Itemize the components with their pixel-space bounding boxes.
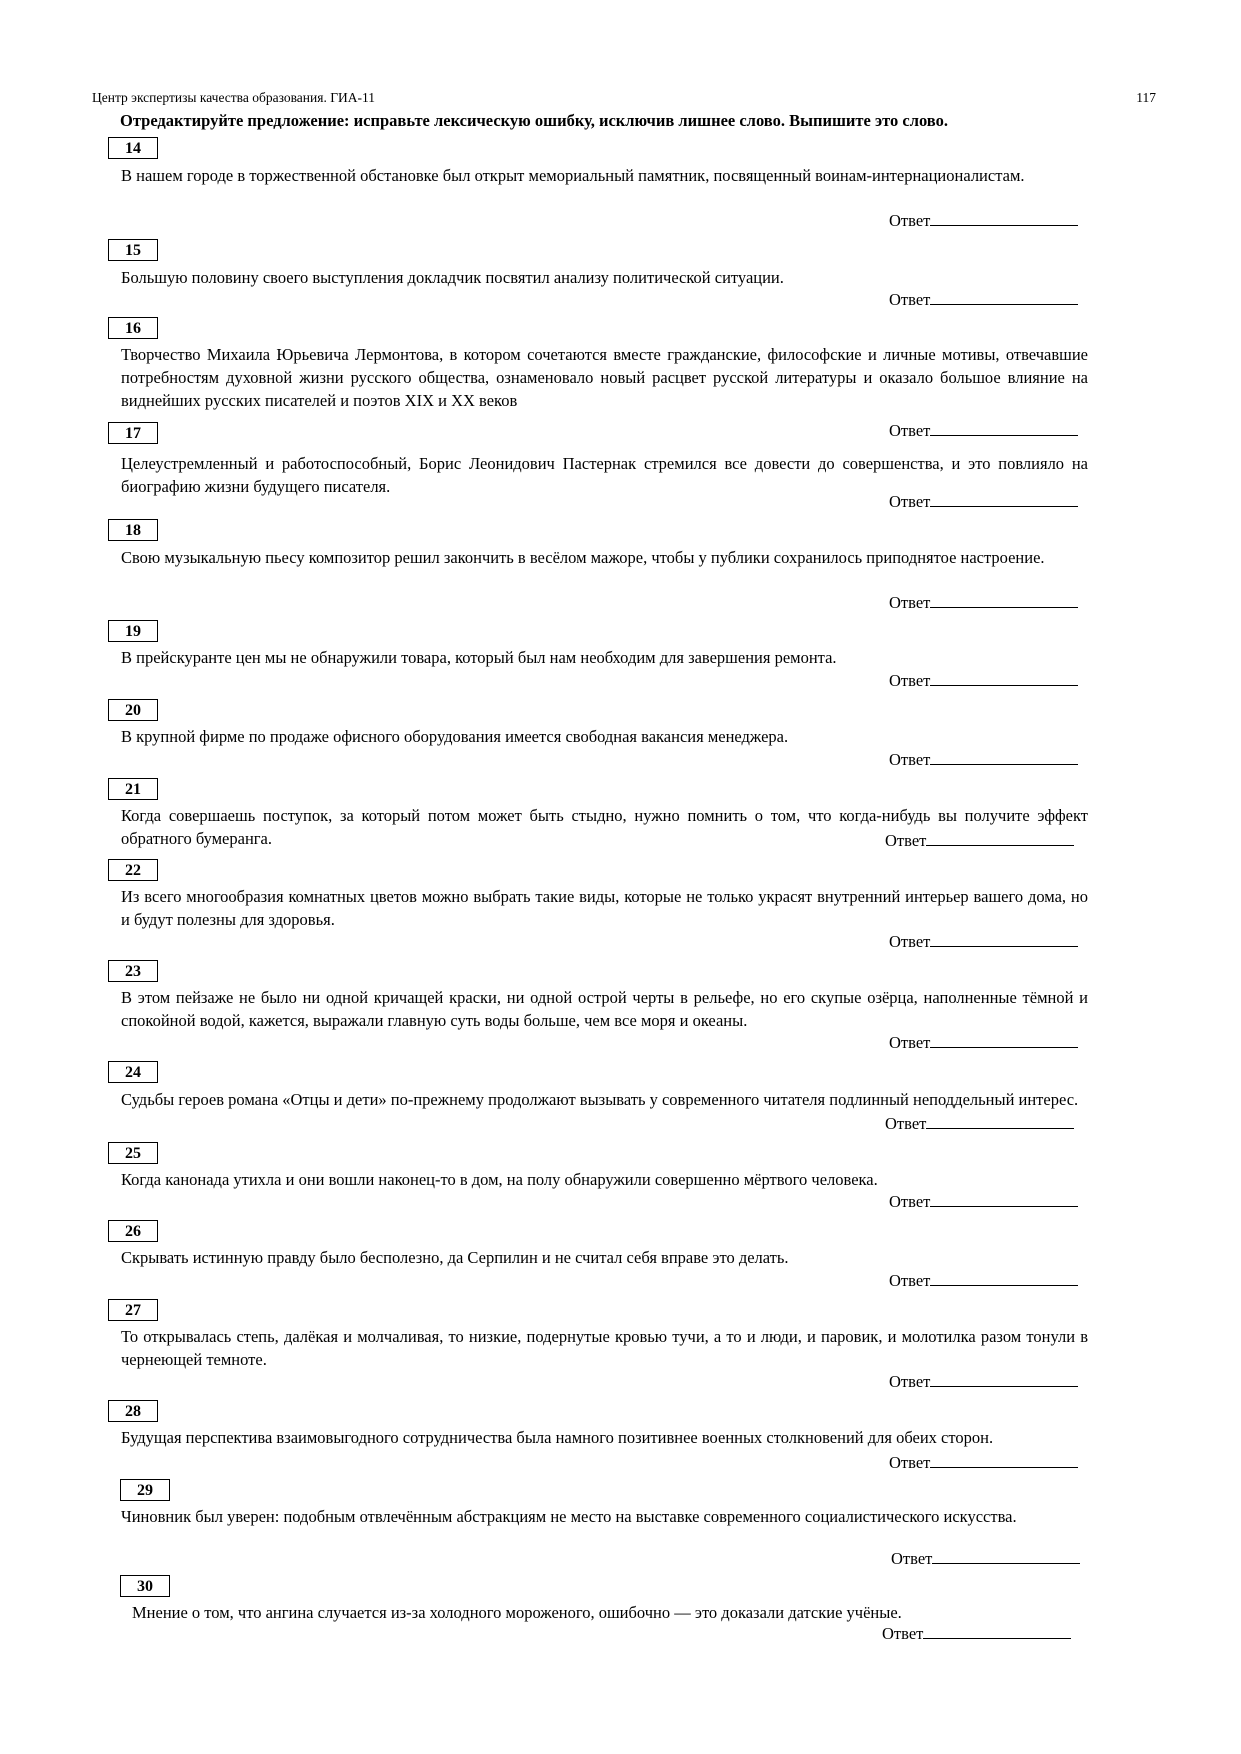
answer-line[interactable] (926, 1114, 1074, 1129)
task-number: 23 (108, 960, 158, 982)
header-title: Центр экспертизы качества образования. ГИА-11 (92, 90, 375, 105)
answer-line[interactable] (930, 211, 1078, 226)
task-number: 29 (120, 1479, 170, 1501)
answer-line[interactable] (930, 492, 1078, 507)
answer-label: Ответ (889, 1372, 931, 1391)
task-number: 24 (108, 1061, 158, 1083)
answer-label: Ответ (889, 421, 931, 440)
task-number: 26 (108, 1220, 158, 1242)
answer-line[interactable] (930, 290, 1078, 305)
task-text: Мнение о том, что ангина случается из-за холодного мороженого, ошибочно — это доказали датские учёные. (132, 1603, 902, 1622)
answer-field[interactable] (882, 1624, 1071, 1644)
task-number: 20 (108, 699, 158, 721)
answer-field[interactable] (885, 831, 1074, 851)
answer-field[interactable] (889, 671, 1078, 691)
answer-line[interactable] (930, 671, 1078, 686)
answer-line[interactable] (930, 1033, 1078, 1048)
task-text: Скрывать истинную правду было бесполезно, да Серпилин и не считал себя вправе это делать. (121, 1248, 789, 1267)
task-number: 28 (108, 1400, 158, 1422)
answer-field[interactable] (889, 1271, 1078, 1291)
answer-label: Ответ (882, 1624, 924, 1643)
answer-line[interactable] (930, 1372, 1078, 1387)
answer-field[interactable] (889, 932, 1078, 952)
answer-label: Ответ (885, 1114, 927, 1133)
task-text: Из всего многообразия комнатных цветов можно выбрать такие виды, которые не только украсят внутренний интерьер вашего дома, но и будут полезны для здоровья. (121, 887, 1088, 929)
task-number: 15 (108, 239, 158, 261)
task-text: Будущая перспектива взаимовыгодного сотрудничества была намного позитивнее военных столкновений для обеих сторон. (121, 1428, 994, 1447)
answer-line[interactable] (932, 1549, 1080, 1564)
task-number: 25 (108, 1142, 158, 1164)
task-text: Большую половину своего выступления докладчик посвятил анализу политической ситуации. (121, 268, 784, 287)
answer-line[interactable] (930, 421, 1078, 436)
task-text: Свою музыкальную пьесу композитор решил закончить в весёлом мажоре, чтобы у публики сохранилось приподнятое настроение. (121, 548, 1045, 567)
task-number: 18 (108, 519, 158, 541)
answer-label: Ответ (889, 932, 931, 951)
answer-field[interactable] (889, 290, 1078, 310)
answer-label: Ответ (891, 1549, 933, 1568)
answer-line[interactable] (923, 1624, 1071, 1639)
page-header (92, 90, 1156, 110)
task-number: 21 (108, 778, 158, 800)
answer-line[interactable] (930, 750, 1078, 765)
answer-label: Ответ (889, 671, 931, 690)
answer-label: Ответ (889, 750, 931, 769)
answer-label: Ответ (889, 290, 931, 309)
answer-label: Ответ (889, 1271, 931, 1290)
answer-field[interactable] (889, 1033, 1078, 1053)
answer-label: Ответ (885, 831, 927, 850)
task-text: В крупной фирме по продаже офисного оборудования имеется свободная вакансия менеджера. (121, 727, 789, 746)
answer-label: Ответ (889, 1033, 931, 1052)
answer-line[interactable] (930, 593, 1078, 608)
task-number: 19 (108, 620, 158, 642)
task-number: 22 (108, 859, 158, 881)
answer-label: Ответ (889, 1453, 931, 1472)
task-number: 30 (120, 1575, 170, 1597)
answer-label: Ответ (889, 1192, 931, 1211)
answer-label: Ответ (889, 211, 931, 230)
answer-field[interactable] (889, 1372, 1078, 1392)
task-text: Творчество Михаила Юрьевича Лермонтова, в котором сочетаются вместе гражданские, философские и личные мотивы, отвечавшие потребностям духовной жизни русского общества, ознаменовало новый расцвет русской литературы и оказало большое влияние на виднейших русских писателей и поэтов XIX и XX веков (121, 345, 1088, 410)
answer-field[interactable] (889, 593, 1078, 613)
answer-label: Ответ (889, 593, 931, 612)
answer-field[interactable] (891, 1549, 1080, 1569)
task-text: Когда канонада утихла и они вошли наконец-то в дом, на полу обнаружили совершенно мёртвого человека. (121, 1170, 878, 1189)
answer-line[interactable] (926, 831, 1074, 846)
task-text: В прейскуранте цен мы не обнаружили товара, который был нам необходим для завершения ремонта. (121, 648, 837, 667)
answer-field[interactable] (889, 421, 1078, 441)
task-text: Когда совершаешь поступок, за который потом может быть стыдно, нужно помнить о том, что когда-нибудь вы получите эффект обратного бумеранга. (121, 806, 1088, 848)
task-text: В нашем городе в торжественной обстановке был открыт мемориальный памятник, посвященный воинам-интернационалистам. (121, 166, 1025, 185)
answer-field[interactable] (885, 1114, 1074, 1134)
page-number: 117 (1136, 90, 1156, 105)
task-text: В этом пейзаже не было ни одной кричащей краски, ни одной острой черты в рельефе, но его скупые озёрца, наполненные тёмной и спокойной водой, кажется, выражали главную суть воды больше, чем все моря и океаны. (121, 988, 1088, 1030)
task-number: 14 (108, 137, 158, 159)
answer-line[interactable] (930, 932, 1078, 947)
instruction: Отредактируйте предложение: исправьте лексическую ошибку, исключив лишнее слово. Выпишите это слово. (120, 111, 948, 130)
answer-label: Ответ (889, 492, 931, 511)
answer-field[interactable] (889, 1192, 1078, 1212)
task-number: 27 (108, 1299, 158, 1321)
answer-line[interactable] (930, 1271, 1078, 1286)
answer-field[interactable] (889, 1453, 1078, 1473)
answer-field[interactable] (889, 750, 1078, 770)
answer-field[interactable] (889, 211, 1078, 231)
task-text: Целеустремленный и работоспособный, Борис Леонидович Пастернак стремился все довести до совершенства, и это повлияло на биографию жизни будущего писателя. (121, 454, 1088, 496)
task-number: 17 (108, 422, 158, 444)
task-text: Чиновник был уверен: подобным отвлечённым абстракциям не место на выставке современного социалистического искусства. (121, 1507, 1017, 1526)
answer-field[interactable] (889, 492, 1078, 512)
task-text: То открывалась степь, далёкая и молчаливая, то низкие, подернутые кровью тучи, а то и люди, и паровик, и молотилка разом тонули в чернеющей темноте. (121, 1327, 1088, 1369)
task-text: Судьбы героев романа «Отцы и дети» по-прежнему продолжают вызывать у современного читателя подлинный неподдельный интерес. (121, 1090, 1079, 1109)
answer-line[interactable] (930, 1192, 1078, 1207)
task-number: 16 (108, 317, 158, 339)
answer-line[interactable] (930, 1453, 1078, 1468)
